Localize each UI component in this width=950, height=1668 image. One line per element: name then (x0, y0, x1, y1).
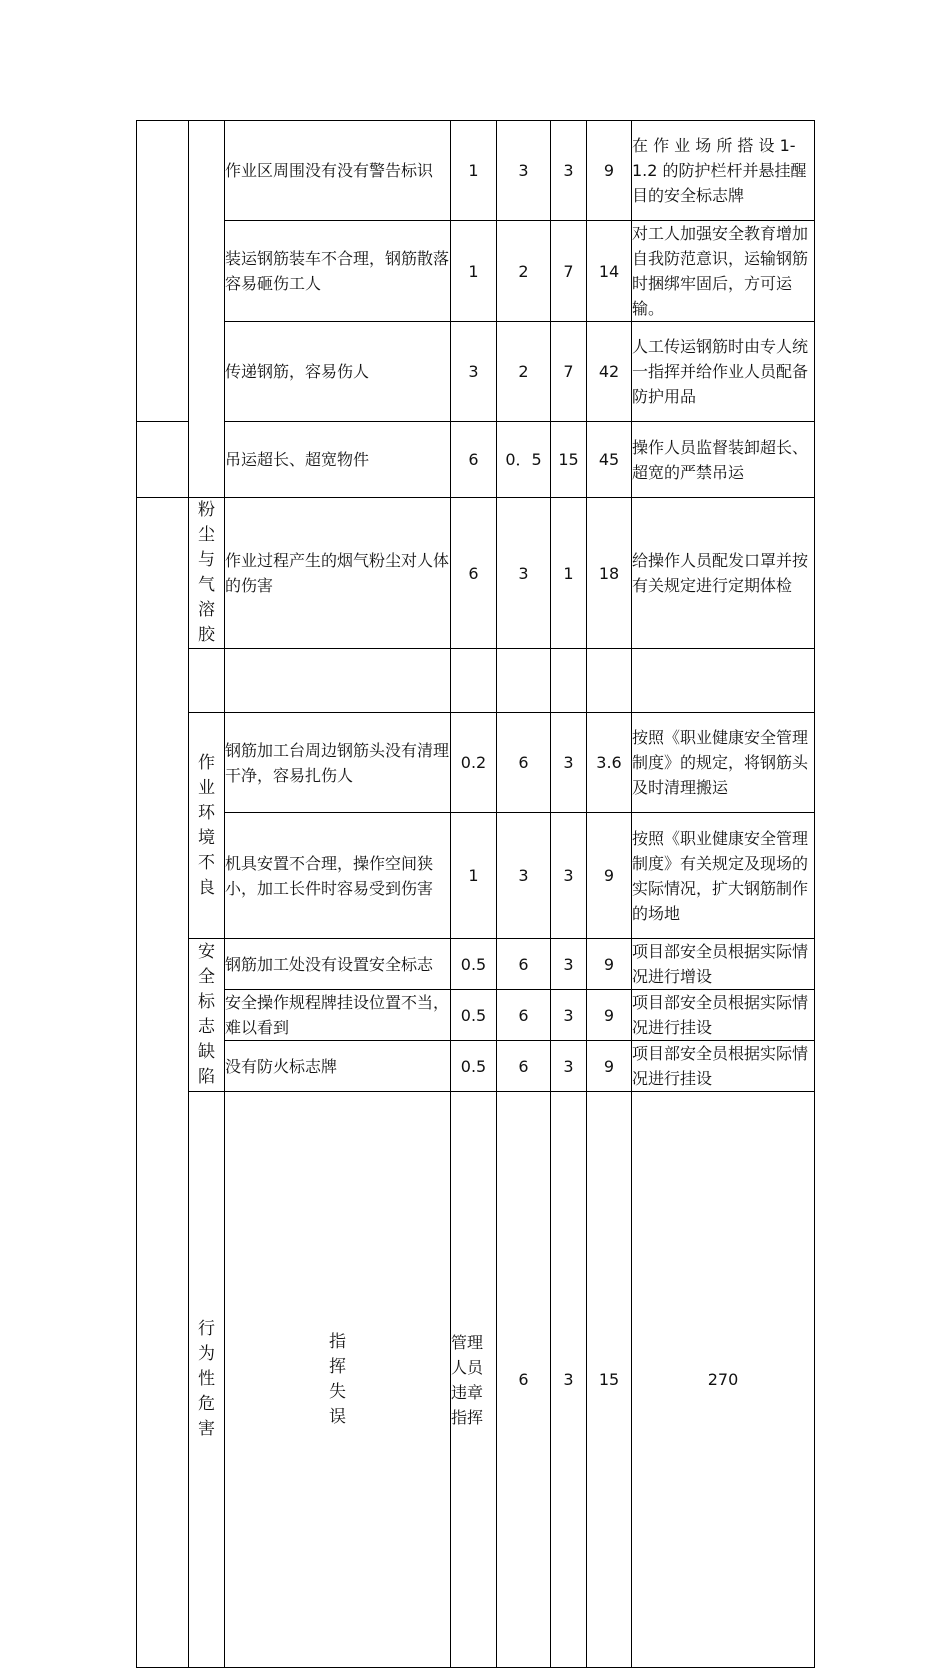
measure-cell: 在 作 业 场 所 搭 设 1-1.2 的防护栏杆并悬挂醒目的安全标志牌 (632, 121, 815, 221)
hazard-cell: 机具安置不合理，操作空间狭小，加工长件时容易受到伤害 (225, 813, 451, 939)
hazard-cell: 装运钢筋装车不合理，钢筋散落容易砸伤工人 (225, 221, 451, 322)
subcategory-label: 指挥失误 (225, 1092, 451, 1668)
risk-score-cell: 9 (587, 813, 632, 939)
measure-cell: 操作人员监督装卸超长、超宽的严禁吊运 (632, 422, 815, 498)
subcategory-cell (189, 121, 225, 498)
value-cell: 2 (497, 221, 551, 322)
value-cell: 15 (551, 422, 587, 498)
value-cell: 3 (551, 1041, 587, 1092)
empty-cell (189, 649, 225, 713)
hazard-cell: 安全操作规程牌挂设位置不当，难以看到 (225, 990, 451, 1041)
hazard-cell: 没有防火标志牌 (225, 1041, 451, 1092)
hazard-cell: 作业区周围没有没有警告标识 (225, 121, 451, 221)
value-cell: 6 (451, 422, 497, 498)
value-cell: 6 (497, 713, 551, 813)
value-cell: 7 (551, 221, 587, 322)
measure-cell: 项目部安全员根据实际情况进行增设 (632, 939, 815, 990)
measure-cell: 按照《职业健康安全管理制度》的规定，将钢筋头及时清理搬运 (632, 713, 815, 813)
value-cell: 3 (551, 939, 587, 990)
value-cell: 3 (551, 990, 587, 1041)
value-cell: 6 (497, 1092, 551, 1668)
measure-cell: 给操作人员配发口罩并按有关规定进行定期体检 (632, 498, 815, 649)
value-cell: 1 (451, 813, 497, 939)
risk-score-cell: 18 (587, 498, 632, 649)
table-row (137, 498, 815, 649)
table-row (137, 1092, 815, 1668)
value-cell: 3 (451, 322, 497, 422)
hazard-cell: 传递钢筋，容易伤人 (225, 322, 451, 422)
hazard-cell: 管理人员违章指挥 (451, 1092, 497, 1668)
measure-cell: 项目部安全员根据实际情况进行挂设 (632, 990, 815, 1041)
risk-assessment-table (136, 120, 815, 1668)
hazard-cell: 吊运超长、超宽物件 (225, 422, 451, 498)
value-cell: 3 (551, 713, 587, 813)
risk-score-cell: 9 (587, 1041, 632, 1092)
subcategory-label: 安全标志缺陷 (189, 939, 225, 1092)
hazard-cell: 钢筋加工台周边钢筋头没有清理干净，容易扎伤人 (225, 713, 451, 813)
value-cell: 3 (497, 121, 551, 221)
table-row (137, 939, 815, 990)
value-cell: 6 (497, 990, 551, 1041)
empty-cell (451, 649, 497, 713)
risk-score-cell: 3.6 (587, 713, 632, 813)
table-row (137, 649, 815, 713)
value-cell: 1 (451, 221, 497, 322)
table-row (137, 121, 815, 221)
value-cell: 15 (587, 1092, 632, 1668)
subcategory-label: 粉尘与气溶胶 (189, 498, 225, 649)
value-cell: 0.5 (451, 939, 497, 990)
value-cell: 3 (551, 1092, 587, 1668)
value-cell: 2 (497, 322, 551, 422)
table-row (137, 1041, 815, 1092)
hazard-cell: 作业过程产生的烟气粉尘对人体的伤害 (225, 498, 451, 649)
category-label: 行为性危害 (189, 1092, 225, 1668)
risk-score-cell: 42 (587, 322, 632, 422)
empty-cell (632, 649, 815, 713)
measure-cell: 按照《职业健康安全管理制度》有关规定及现场的实际情况，扩大钢筋制作的场地 (632, 813, 815, 939)
value-cell: 3 (497, 498, 551, 649)
value-cell: 6 (451, 498, 497, 649)
value-cell: 6 (497, 939, 551, 990)
risk-score-cell: 9 (587, 939, 632, 990)
category-cell (137, 422, 189, 498)
value-cell: 6 (497, 1041, 551, 1092)
measure-cell: 对工人加强安全教育增加自我防范意识，运输钢筋时捆绑牢固后，方可运输。 (632, 221, 815, 322)
table-row (137, 322, 815, 422)
category-cell (137, 121, 189, 422)
value-cell: 7 (551, 322, 587, 422)
table-row (137, 813, 815, 939)
value-cell: 3 (551, 121, 587, 221)
value-cell: 1 (551, 498, 587, 649)
subcategory-label: 作业环境不良 (189, 713, 225, 939)
empty-cell (551, 649, 587, 713)
table-row (137, 713, 815, 813)
empty-cell (225, 649, 451, 713)
empty-cell (587, 649, 632, 713)
measure-cell: 项目部安全员根据实际情况进行挂设 (632, 1041, 815, 1092)
value-cell: 0.5 (451, 990, 497, 1041)
value-cell: 3 (551, 813, 587, 939)
table-row (137, 422, 815, 498)
value-cell: 1 (451, 121, 497, 221)
value-cell: 0.2 (451, 713, 497, 813)
category-cell (137, 498, 189, 1668)
empty-cell (497, 649, 551, 713)
table-row (137, 990, 815, 1041)
risk-score-cell: 9 (587, 990, 632, 1041)
risk-score-cell: 9 (587, 121, 632, 221)
value-cell: 3 (497, 813, 551, 939)
value-cell: 0.5 (451, 1041, 497, 1092)
risk-score-cell: 270 (632, 1092, 815, 1668)
table-row (137, 221, 815, 322)
risk-score-cell: 45 (587, 422, 632, 498)
measure-cell: 人工传运钢筋时由专人统一指挥并给作业人员配备防护用品 (632, 322, 815, 422)
hazard-cell: 钢筋加工处没有设置安全标志 (225, 939, 451, 990)
value-cell: 0．5 (497, 422, 551, 498)
risk-score-cell: 14 (587, 221, 632, 322)
